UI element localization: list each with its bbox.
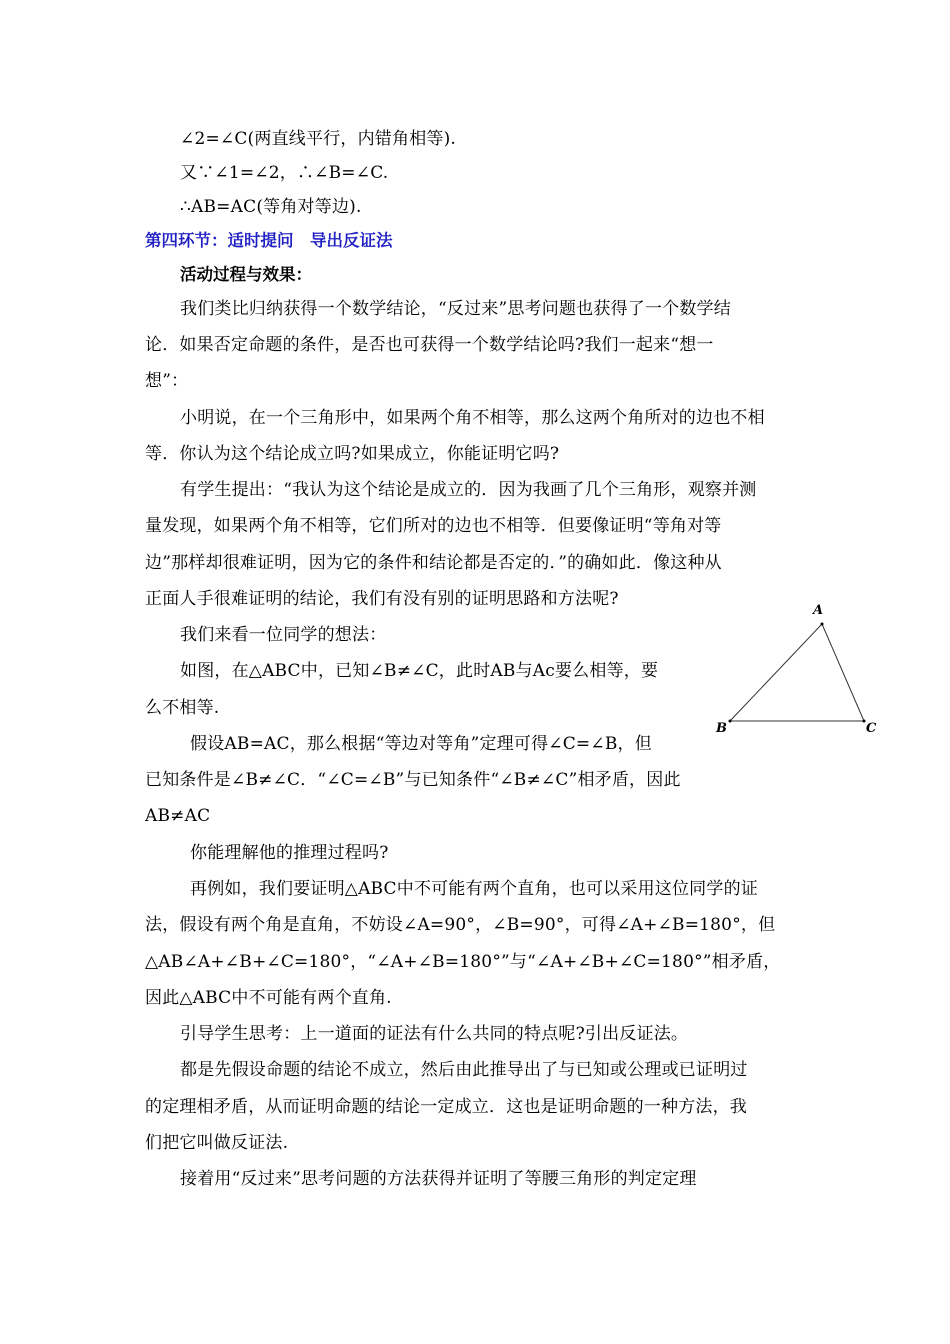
text-line: 们把它叫做反证法. xyxy=(145,1133,289,1153)
text-line: 已知条件是∠B≠∠C．“∠C=∠B”与已知条件“∠B≠∠C”相矛盾，因此 xyxy=(145,770,681,790)
text-line: ∠2=∠C(两直线平行，内错角相等). xyxy=(180,129,457,149)
text-line: 边”那样却很难证明，因为它的条件和结论都是否定的．”的确如此．像这种从 xyxy=(145,553,722,573)
vertex-a-label: A xyxy=(813,603,824,618)
text-line: 再例如，我们要证明△ABC中不可能有两个直角，也可以采用这位同学的证 xyxy=(190,879,758,899)
side-ac xyxy=(822,624,864,721)
text-line: 因此△ABC中不可能有两个直角. xyxy=(145,988,392,1008)
text-line: 如图，在△ABC中，已知∠B≠∠C，此时AB与Ac要么相等，要 xyxy=(180,661,659,681)
vertex-a-dot xyxy=(821,623,824,626)
section-heading: 第四环节：适时提问 导出反证法 xyxy=(145,231,393,250)
vertex-c-label: C xyxy=(866,721,877,736)
text-line: 我们类比归纳获得一个数学结论，“反过来”思考问题也获得了一个数学结 xyxy=(180,299,731,319)
text-line: 有学生提出：“我认为这个结论是成立的．因为我画了几个三角形，观察并测 xyxy=(180,480,757,500)
text-line: 我们来看一位同学的想法： xyxy=(180,625,387,645)
triangle-abc-figure xyxy=(708,598,894,740)
side-ab xyxy=(730,624,822,721)
text-line: 假设AB=AC，那么根据“等边对等角”定理可得∠C=∠B，但 xyxy=(190,734,652,754)
text-line: 又∵∠1=∠2，∴∠B=∠C. xyxy=(180,163,389,183)
text-line: 引导学生思考：上一道面的证法有什么共同的特点呢?引出反证法。 xyxy=(180,1024,689,1044)
text-line: △AB∠A+∠B+∠C=180°，“∠A+∠B=180°”与“∠A+∠B+∠C=180°”相矛盾， xyxy=(145,952,781,972)
text-line: ∴AB=AC(等角对等边). xyxy=(180,197,362,217)
text-line: 想”： xyxy=(145,371,189,391)
vertex-b-label: B xyxy=(716,721,727,736)
subsection-heading: 活动过程与效果： xyxy=(180,265,312,284)
text-line: 正面人手很难证明的结论，我们有没有别的证明思路和方法呢? xyxy=(145,589,619,609)
text-line: 你能理解他的推理过程吗? xyxy=(190,843,389,863)
text-line: 量发现，如果两个角不相等，它们所对的边也不相等．但要像证明“等角对等 xyxy=(145,516,722,536)
text-line: 等．你认为这个结论成立吗?如果成立，你能证明它吗? xyxy=(145,444,560,464)
text-line: 接着用“反过来”思考问题的方法获得并证明了等腰三角形的判定定理 xyxy=(180,1169,697,1189)
text-line: 么不相等. xyxy=(145,698,220,718)
text-line: 论．如果否定命题的条件，是否也可获得一个数学结论吗?我们一起来“想一 xyxy=(145,335,714,355)
text-line: AB≠AC xyxy=(145,806,211,826)
text-line: 都是先假设命题的结论不成立，然后由此推导出了与已知或公理或已证明过 xyxy=(180,1060,748,1080)
text-line: 小明说，在一个三角形中，如果两个角不相等，那么这两个角所对的边也不相 xyxy=(180,408,765,428)
vertex-b-dot xyxy=(729,720,732,723)
text-line: 法，假设有两个角是直角，不妨设∠A=90°，∠B=90°，可得∠A+∠B=180°，但 xyxy=(145,915,776,935)
text-line: 的定理相矛盾，从而证明命题的结论一定成立．这也是证明命题的一种方法，我 xyxy=(145,1097,747,1117)
